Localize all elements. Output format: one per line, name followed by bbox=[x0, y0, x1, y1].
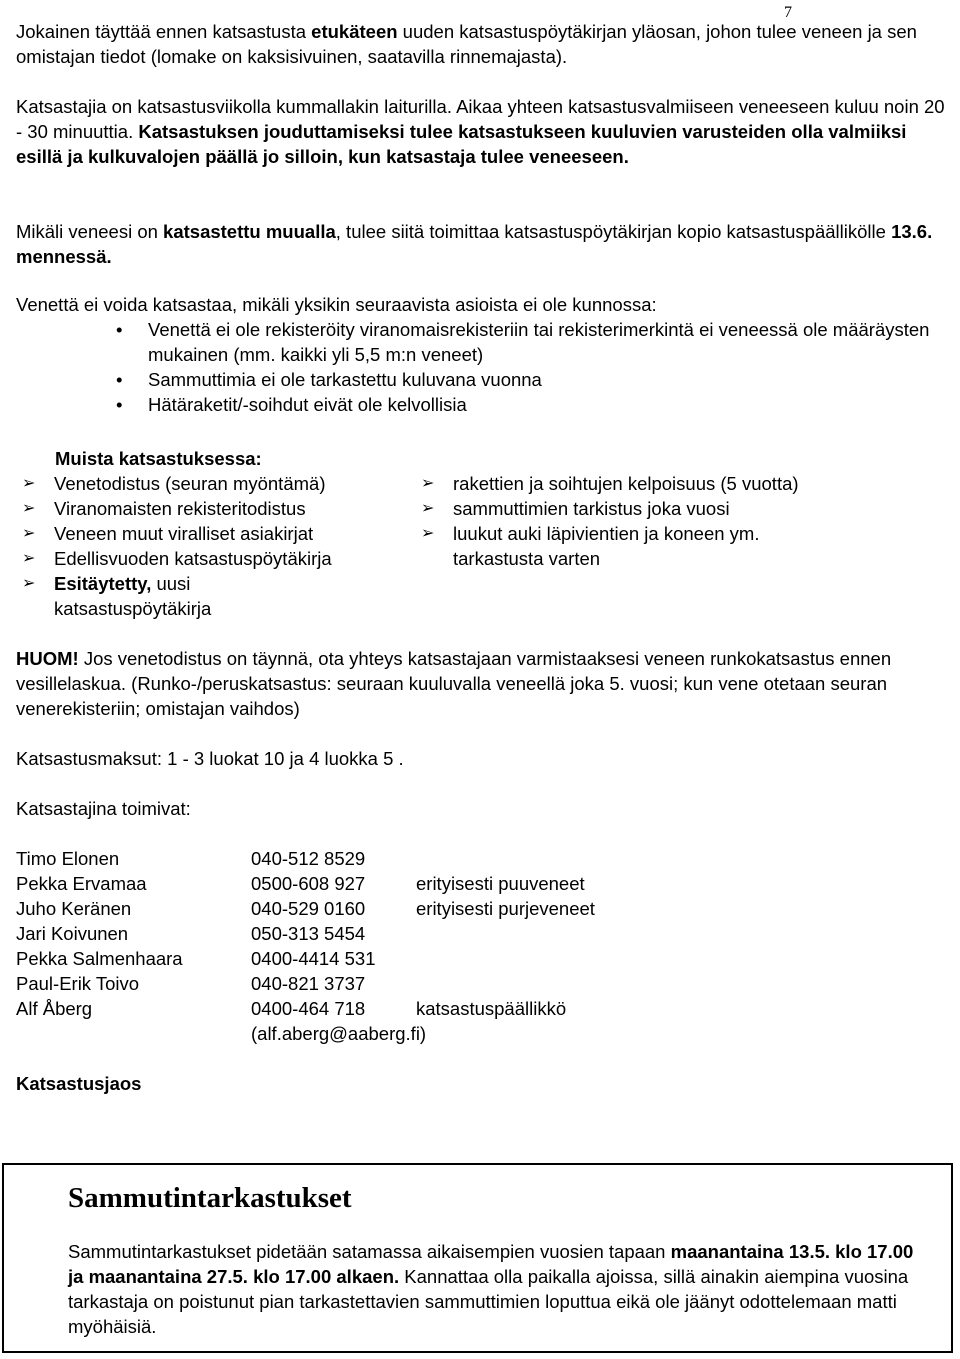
list-item-text: Edellisvuoden katsastuspöytäkirja bbox=[54, 548, 332, 569]
list-item bbox=[16, 546, 396, 571]
inspector-phone: 040-529 0160 bbox=[251, 898, 366, 919]
inspector-name: Pekka Salmenhaara bbox=[16, 948, 183, 969]
table-row bbox=[16, 996, 595, 1021]
list-item-text: Venetodistus (seuran myöntämä) bbox=[54, 473, 326, 494]
list-item-text: rakettien ja soihtujen kelpoisuus (5 vuotta) bbox=[453, 473, 799, 494]
inspector-note bbox=[416, 846, 595, 871]
list-item bbox=[16, 571, 294, 621]
inspector-phone: 0400-464 718 bbox=[251, 998, 366, 1019]
inspector-note: erityisesti purjeveneet bbox=[416, 898, 595, 919]
bold-text: etukäteen bbox=[311, 21, 398, 42]
notice-text bbox=[68, 1239, 928, 1339]
table-row bbox=[16, 921, 595, 946]
list-item bbox=[16, 317, 946, 367]
remember-left-list bbox=[16, 471, 396, 621]
inspectors-paragraph bbox=[16, 94, 946, 169]
list-item-text: uusi katsastuspöytäkirja bbox=[54, 573, 212, 619]
arrow-bullet-icon: ➢ bbox=[22, 500, 36, 517]
text: Sammutintarkastukset pidetään satamassa aikaisempien vuosien tapaan bbox=[68, 1241, 671, 1262]
list-item bbox=[415, 471, 865, 496]
list-item-text: Sammuttimia ei ole tarkastettu kuluvana vuonna bbox=[148, 369, 542, 390]
rejection-intro: Venettä ei voida katsastaa, mikäli yksikin seuraavista asioista ei ole kunnossa: bbox=[16, 294, 657, 315]
list-item-text: Veneen muut viralliset asiakirjat bbox=[54, 523, 314, 544]
list-item-text: Venettä ei ole rekisteröity viranomaisrekisteriin tai rekisterimerkintä ei veneessä ole määräysten mukainen (mm. kaikki yli 5,5 m:n veneet) bbox=[148, 319, 930, 365]
rejection-conditions bbox=[16, 292, 946, 417]
table-row bbox=[16, 896, 595, 921]
arrow-bullet-icon: ➢ bbox=[421, 475, 435, 492]
inspector-phone: 040-821 3737 bbox=[251, 973, 366, 994]
bold-text: 13.6. mennessä. bbox=[16, 221, 933, 267]
text: , tulee siitä toimittaa katsastuspöytäkirjan kopio katsastuspäällikölle bbox=[335, 221, 892, 242]
bold-text: Katsastuksen jouduttamiseksi tulee katsastukseen kuuluvien varusteiden olla valmiiksi esillä ja kulkuvalojen päällä jo silloin, kun katsastaja tulee veneeseen. bbox=[16, 121, 907, 167]
inspector-phone: 0500-608 927 bbox=[251, 873, 366, 894]
list-item bbox=[415, 496, 865, 521]
section-heading: Katsastusjaos bbox=[16, 1073, 142, 1094]
inspector-note bbox=[416, 921, 595, 946]
text: Jokainen täyttää ennen katsastusta bbox=[16, 21, 312, 42]
remember-heading: Muista katsastuksessa: bbox=[55, 448, 262, 469]
list-item-bold: Esitäytetty, bbox=[54, 573, 152, 594]
inspector-phone: 050-313 5454 bbox=[251, 923, 366, 944]
list-item-text: Viranomaisten rekisteritodistus bbox=[54, 498, 306, 519]
bullet-dot-icon: • bbox=[116, 319, 123, 340]
list-item bbox=[16, 392, 946, 417]
inspector-name: Pekka Ervamaa bbox=[16, 873, 147, 894]
inspectors-table bbox=[16, 846, 595, 1046]
bold-text: maanantaina 13.5. klo 17.00 ja maanantaina 27.5. klo 17.00 alkaen. bbox=[68, 1241, 914, 1287]
inspector-note bbox=[416, 971, 595, 996]
list-item bbox=[415, 521, 833, 571]
text: Kannattaa olla paikalla ajoissa, sillä ainakin aiempina vuosina tarkastaja on poistunut pian tarkastettavien sammuttimien loputtua eikä ole jäänyt odottelemaan matti myöhäisiä. bbox=[68, 1266, 909, 1337]
table-row bbox=[16, 846, 595, 871]
inspector-note bbox=[416, 946, 595, 971]
text: uuden katsastuspöytäkirjan yläosan, johon tulee veneen ja sen omistajan tiedot (lomake on kaksisivuinen, saatavilla rinnemajasta). bbox=[16, 21, 917, 67]
bold-text: HUOM! bbox=[16, 648, 79, 669]
arrow-bullet-icon: ➢ bbox=[22, 575, 36, 592]
list-item bbox=[16, 367, 946, 392]
arrow-bullet-icon: ➢ bbox=[421, 500, 435, 517]
text: Katsastajia on katsastusviikolla kummallakin laiturilla. Aikaa yhteen katsastusvalmiiseen veneeseen kuluu noin 20 - 30 minuuttia. bbox=[16, 96, 945, 142]
text: Mikäli veneesi on bbox=[16, 221, 164, 242]
arrow-bullet-icon: ➢ bbox=[22, 475, 36, 492]
inspector-name: Jari Koivunen bbox=[16, 923, 129, 944]
elsewhere-paragraph bbox=[16, 219, 946, 269]
arrow-bullet-icon: ➢ bbox=[22, 525, 36, 542]
list-item bbox=[16, 521, 396, 546]
bullet-dot-icon: • bbox=[116, 394, 123, 415]
inspector-phone: 040-512 8529 bbox=[251, 848, 366, 869]
huom-paragraph bbox=[16, 646, 946, 721]
empty-cell bbox=[16, 1021, 251, 1046]
table-row bbox=[16, 1021, 595, 1046]
list-item-text: luukut auki läpivientien ja koneen ym. tarkastusta varten bbox=[453, 523, 760, 569]
inspector-phone: 0400-4414 531 bbox=[251, 948, 376, 969]
intro-paragraph bbox=[16, 19, 946, 69]
inspector-email: (alf.aberg@aaberg.fi) bbox=[251, 1023, 427, 1044]
bullet-dot-icon: • bbox=[116, 369, 123, 390]
inspector-note: katsastuspäällikkö bbox=[416, 998, 567, 1019]
list-item-text: sammuttimien tarkistus joka vuosi bbox=[453, 498, 730, 519]
arrow-bullet-icon: ➢ bbox=[22, 550, 36, 567]
remember-right-list bbox=[415, 471, 865, 571]
inspector-name: Paul-Erik Toivo bbox=[16, 973, 140, 994]
table-row bbox=[16, 946, 595, 971]
table-row bbox=[16, 971, 595, 996]
text: Jos venetodistus on täynnä, ota yhteys katsastajaan varmistaaksesi veneen runkokatsastus ennen vesillelaskua. (Runko-/peruskatsastus: seuraan kuuluvalla veneellä joka 5. vuosi; kun vene otetaan seuran venerekisteriin; omistajan vaihdos) bbox=[16, 648, 892, 719]
fees-line: Katsastusmaksut: 1 - 3 luokat 10 ja 4 luokka 5 . bbox=[16, 748, 404, 769]
inspector-name: Alf Åberg bbox=[16, 998, 93, 1019]
extinguisher-notice-box bbox=[2, 1163, 953, 1353]
page-number: 7 bbox=[784, 4, 792, 21]
inspector-name: Juho Keränen bbox=[16, 898, 132, 919]
table-row bbox=[16, 871, 595, 896]
list-item bbox=[16, 496, 396, 521]
list-item bbox=[16, 471, 396, 496]
notice-title: Sammutintarkastukset bbox=[68, 1182, 352, 1214]
list-item-text: Hätäraketit/-soihdut eivät ole kelvollisia bbox=[148, 394, 467, 415]
bold-text: katsastettu muualla bbox=[163, 221, 336, 242]
inspector-name: Timo Elonen bbox=[16, 848, 120, 869]
inspector-note: erityisesti puuveneet bbox=[416, 873, 585, 894]
inspectors-label: Katsastajina toimivat: bbox=[16, 798, 191, 819]
arrow-bullet-icon: ➢ bbox=[421, 525, 435, 542]
